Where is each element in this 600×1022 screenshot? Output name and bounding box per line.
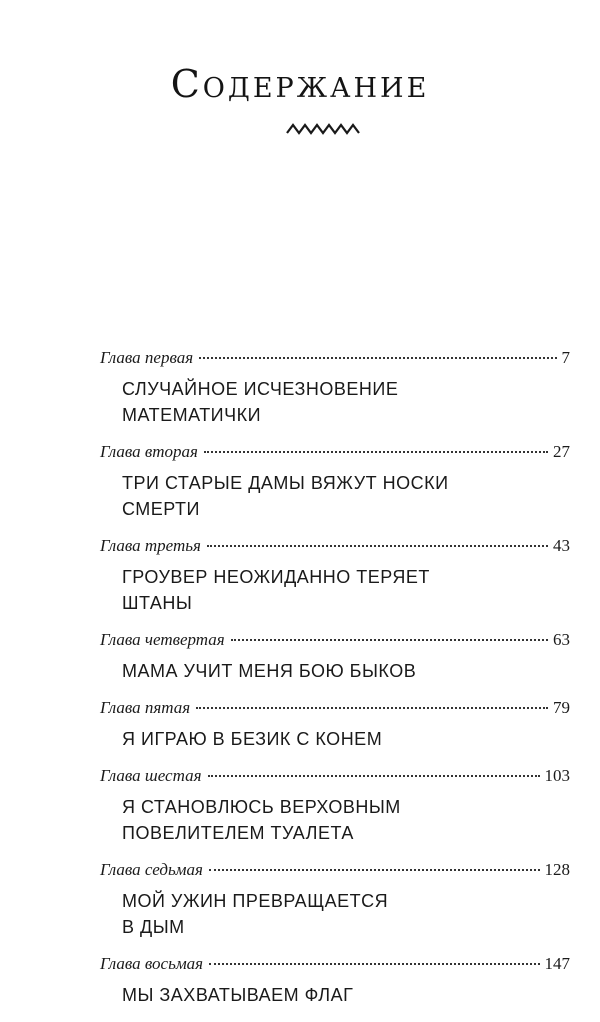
dot-leader [209,963,539,965]
chapter-line [100,766,570,792]
dot-leader [231,639,548,641]
chapter-title [122,376,522,428]
chapter-line [100,536,570,562]
dot-leader [208,775,540,777]
page-number: 103 [544,766,570,785]
chapter-label: Глава третья [100,536,201,555]
toc-entry [100,536,570,616]
toc-entry [100,630,570,684]
toc-entry [100,442,570,522]
page-number: 79 [553,698,570,717]
chapter-label: Глава восьмая [100,954,204,973]
chapter-title-line: ТРИ СТАРЫЕ ДАМЫ ВЯЖУТ НОСКИ [122,473,449,493]
chapter-title [122,470,522,522]
chapter-label: Глава вторая [100,442,198,461]
page-number: 147 [544,954,570,973]
toc-entry [100,698,570,752]
chapter-title [122,982,522,1008]
page-number: 128 [544,860,570,879]
chapter-line [100,630,570,656]
chapter-title-line: МЫ ЗАХВАТЫВАЕМ ФЛАГ [122,985,354,1005]
chapter-line [100,348,570,374]
chapter-label: Глава пятая [100,698,191,717]
chapter-line [100,442,570,468]
dot-leader [199,357,556,359]
page-title: Содержание [170,62,430,106]
dot-leader [207,545,548,547]
wave-ornament-icon [285,120,365,136]
chapter-title [122,564,522,616]
page-number: 63 [553,630,570,649]
chapter-title-line: ШТАНЫ [122,593,193,613]
chapter-line [100,954,570,980]
chapter-label: Глава четвертая [100,630,225,649]
chapter-title [122,888,522,940]
chapter-title-line: СМЕРТИ [122,499,200,519]
toc-entry [100,766,570,846]
chapter-title-line: СЛУЧАЙНОЕ ИСЧЕЗНОВЕНИЕ [122,379,399,399]
chapter-title-line: ГРОУВЕР НЕОЖИДАННО ТЕРЯЕТ [122,567,430,587]
toc-entry [100,860,570,940]
toc-entry [100,348,570,428]
chapter-title-line: МАМА УЧИТ МЕНЯ БОЮ БЫКОВ [122,661,417,681]
chapter-title-line: МАТЕМАТИЧКИ [122,405,262,425]
chapter-title [122,658,522,684]
chapter-label: Глава шестая [100,766,202,785]
chapter-title-line: ПОВЕЛИТЕЛЕМ ТУАЛЕТА [122,823,354,843]
page-number: 43 [553,536,570,555]
page-number: 7 [561,348,570,367]
chapter-label: Глава первая [100,348,194,367]
chapter-title-line: МОЙ УЖИН ПРЕВРАЩАЕТСЯ [122,891,389,911]
chapter-line [100,698,570,724]
chapter-title-line: Я ИГРАЮ В БЕЗИК С КОНЕМ [122,729,383,749]
chapter-title [122,726,522,752]
chapter-line [100,860,570,886]
chapter-title-line: Я СТАНОВЛЮСЬ ВЕРХОВНЫМ [122,797,401,817]
chapter-label: Глава седьмая [100,860,203,879]
chapter-title [122,794,522,846]
chapter-title-line: В ДЫМ [122,917,185,937]
dot-leader [196,707,548,709]
dot-leader [209,869,540,871]
table-of-contents [100,348,570,1022]
page-number: 27 [553,442,570,461]
dot-leader [204,451,548,453]
